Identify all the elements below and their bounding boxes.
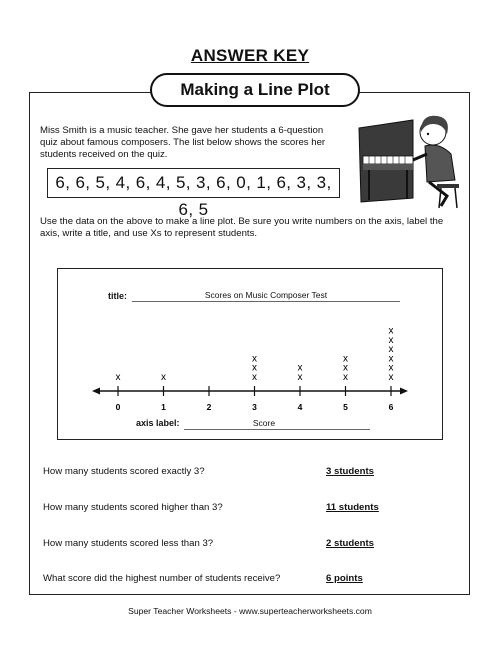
x-mark-3-2: x xyxy=(252,362,257,374)
x-mark-5-2: x xyxy=(343,362,348,374)
x-mark-6-2: x xyxy=(388,362,394,374)
worksheet-title: Making a Line Plot xyxy=(150,73,360,107)
axis-tick-label-6: 6 xyxy=(388,402,394,412)
x-mark-3-3: x xyxy=(252,353,257,365)
answer-3: 2 students xyxy=(326,538,374,549)
axis-tick-label-0: 0 xyxy=(115,402,121,412)
x-mark-4-1: x xyxy=(297,372,303,383)
answer-4: 6 points xyxy=(326,573,363,584)
axis-label-line xyxy=(184,429,370,430)
instructions-paragraph: Use the data on the above to make a line plot. Be sure you write numbers on the axis, label the axis, write a title, and use Xs to represent students. xyxy=(40,216,444,239)
x-mark-0-1: x xyxy=(115,372,121,383)
question-3: How many students scored less than 3? xyxy=(43,538,214,549)
x-mark-3-1: x xyxy=(252,372,257,383)
line-plot-chart xyxy=(58,269,441,439)
axis-label-label: axis label: xyxy=(136,418,180,428)
question-1: How many students scored exactly 3? xyxy=(43,466,205,477)
x-mark-4-2: x xyxy=(297,362,303,374)
axis-tick-label-3: 3 xyxy=(252,402,257,412)
x-mark-6-6: x xyxy=(388,325,394,337)
x-mark-6-1: x xyxy=(388,372,394,383)
right-arrow-icon xyxy=(400,388,408,395)
answer-2: 11 students xyxy=(326,502,379,513)
piano-player-icon xyxy=(355,110,465,210)
left-arrow-icon xyxy=(92,388,100,395)
x-mark-6-4: x xyxy=(388,344,394,356)
question-4: What score did the highest number of students receive? xyxy=(43,573,281,584)
question-2: How many students scored higher than 3? xyxy=(43,502,223,513)
data-list-box: 6, 6, 5, 4, 6, 4, 5, 3, 6, 0, 1, 6, 3, 3, 6, 5 xyxy=(47,168,340,198)
axis-tick-label-2: 2 xyxy=(206,402,212,412)
x-mark-5-3: x xyxy=(343,353,348,365)
intro-paragraph: Miss Smith is a music teacher. She gave her students a 6-question quiz about famous composers. The list below shows the scores her students received on the quiz. xyxy=(40,125,326,160)
footer-credit: Super Teacher Worksheets - www.superteacherworksheets.com xyxy=(128,606,372,616)
axis-tick-label-5: 5 xyxy=(343,402,348,412)
x-mark-5-1: x xyxy=(343,372,348,383)
axis-label-value: Score xyxy=(252,418,276,428)
answer-1: 3 students xyxy=(326,466,374,477)
answer-key-heading: ANSWER KEY xyxy=(190,46,310,65)
plot-title-label: title: xyxy=(108,291,127,301)
axis-tick-label-1: 1 xyxy=(161,402,166,412)
x-mark-6-3: x xyxy=(388,353,394,365)
line-plot-box xyxy=(57,268,443,440)
plot-title-value: Scores on Music Composer Test xyxy=(204,290,328,300)
axis-tick-label-4: 4 xyxy=(297,402,303,412)
x-mark-6-5: x xyxy=(388,334,394,346)
x-mark-1-1: x xyxy=(161,372,166,383)
